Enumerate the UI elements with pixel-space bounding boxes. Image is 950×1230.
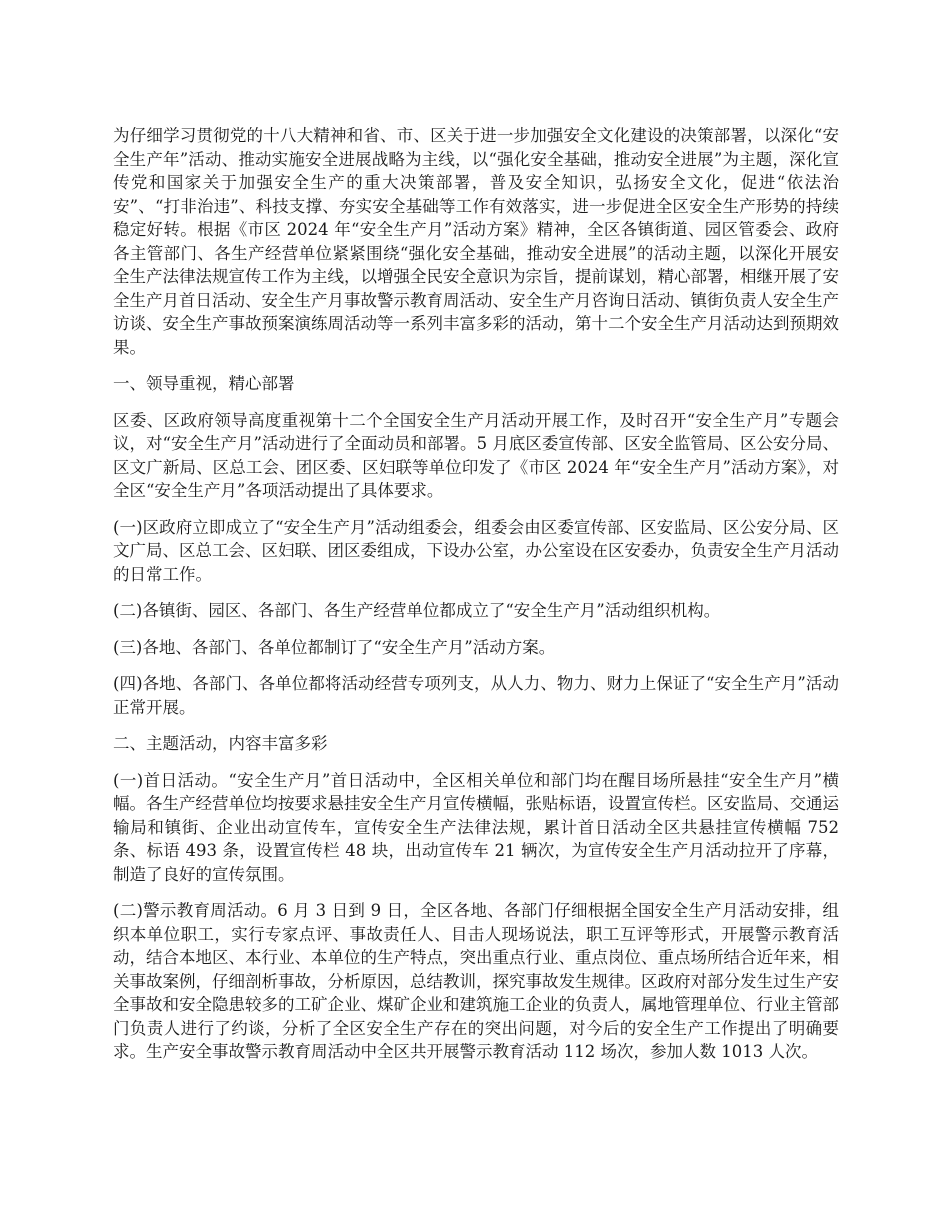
first-day-activity-paragraph: (一)首日活动。“安全生产月”首日活动中，全区相关单位和部门均在醒目场所悬挂“安全生产月”横幅。各生产经营单位均按要求悬挂安全生产月宣传横幅，张贴标语，设置宣传栏。区安监局、交通运输局和镇街、企业出动宣传车，宣传安全生产法律法规，累计首日活动全区共悬挂宣传横幅 752 条、标语 493 条，设置宣传栏 48 块，出动宣传车 21 辆次，为宣传安全生产月活动拉开了序幕，制造了良好的宣传氛围。 bbox=[113, 770, 839, 884]
section-heading-activities: 二、主题活动，内容丰富多彩 bbox=[113, 734, 328, 753]
item-three-paragraph: (三)各地、各部门、各单位都制订了“安全生产月”活动方案。 bbox=[113, 637, 556, 657]
intro-paragraph: 为仔细学习贯彻党的十八大精神和省、市、区关于进一步加强安全文化建设的决策部署，以深化“安全生产年”活动、推动实施安全进展战略为主线，以“强化安全基础，推动安全进展”为主题，深化宣传党和国家关于加强安全生产的重大决策部署，普及安全知识，弘扬安全文化，促进“依法治安”、“打非治违”、科技支撑、夯实安全基础等工作有效落实，进一步促进全区安全生产形势的持续稳定好转。根据《市区 2024 年“安全生产月”活动方案》精神，全区各镇街道、园区管委会、政府各主管部门、各生产经营单位紧紧围绕“强化安全基础，推动安全进展”的活动主题，以深化开展安全生产法律法规宣传工作为主线，以增强全民安全意识为宗旨，提前谋划，精心部署，相继开展了安全生产月首日活动、安全生产月事故警示教育周活动、安全生产月咨询日活动、镇街负责人安全生产访谈、安全生产事故预案演练周活动等一系列丰富多彩的活动，第十二个安全生产月活动达到预期效果。 bbox=[113, 126, 839, 357]
item-one-paragraph: (一)区政府立即成立了“安全生产月”活动组委会，组委会由区委宣传部、区安监局、区公安分局、区文广局、区总工会、区妇联、团区委组成，下设办公室，办公室设在区安委办，负责安全生产月活动的日常工作。 bbox=[113, 517, 839, 584]
section-heading-leadership: 一、领导重视，精心部署 bbox=[113, 374, 295, 393]
document-body bbox=[113, 124, 839, 1077]
leadership-paragraph: 区委、区政府领导高度重视第十二个全国安全生产月活动开展工作，及时召开“安全生产月”专题会议，对“安全生产月”活动进行了全面动员和部署。5 月底区委宣传部、区安全监管局、区公安分局、区文广新局、区总工会、团区委、区妇联等单位印发了《市区 2024 年“安全生产月”活动方案》，对全区“安全生产月”各项活动提出了具体要求。 bbox=[113, 410, 839, 500]
item-two-paragraph: (二)各镇街、园区、各部门、各生产经营单位都成立了“安全生产月”活动组织机构。 bbox=[113, 601, 721, 620]
warning-week-paragraph: (二)警示教育周活动。6 月 3 日到 9 日，全区各地、各部门仔细根据全国安全生产月活动安排，组织本单位职工，实行专家点评、事故责任人、目击人现场说法，职工互评等形式，开展警示教育活动，结合本地区、本行业、本单位的生产特点，突出重点行业、重点岗位、重点场所结合近年来，相关事故案例，仔细剖析事故，分析原因，总结教训，探究事故发生规律。区政府对部分发生过生产安全事故和安全隐患较多的工矿企业、煤矿企业和建筑施工企业的负责人，属地管理单位、行业主管部门负责人进行了约谈，分析了全区安全生产存在的突出问题，对今后的安全生产工作提出了明确要求。生产安全事故警示教育周活动中全区共开展警示教育活动 112 场次，参加人数 1013 人次。 bbox=[113, 901, 839, 1061]
item-four-paragraph: (四)各地、各部门、各单位都将活动经营专项列支，从人力、物力、财力上保证了“安全生产月”活动正常开展。 bbox=[113, 674, 839, 717]
